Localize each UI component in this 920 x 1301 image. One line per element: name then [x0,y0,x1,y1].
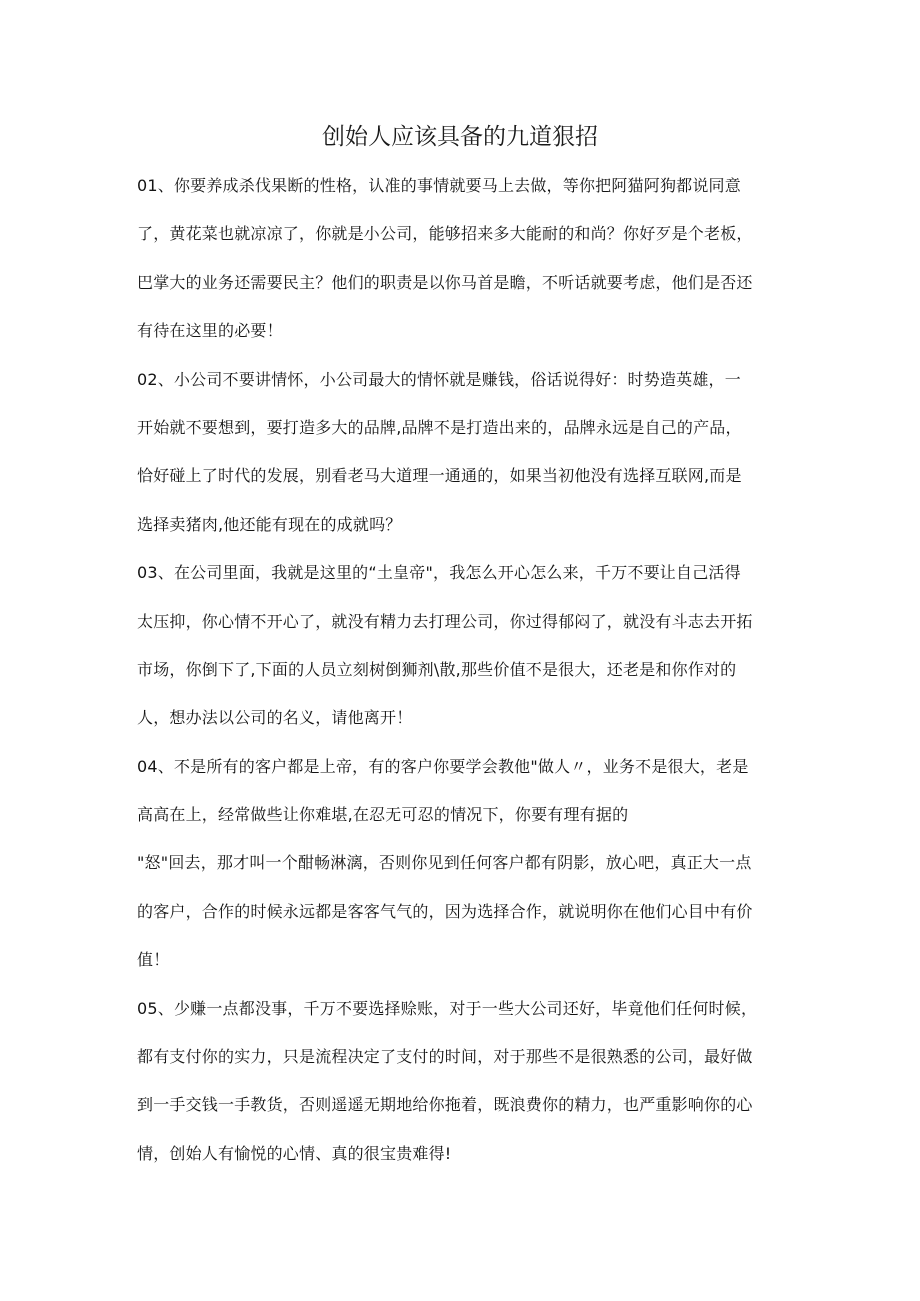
body-line: 人，想办法以公司的名义，请他离开！ [137,708,413,728]
document-title: 创始人应该具备的九道狠招 [322,124,598,150]
body-line: 有待在这里的必要！ [137,321,283,341]
body-line: 市场，你倒下了,下面的人员立刻树倒狮剂\散,那些价值不是很大，还老是和你作对的 [137,659,737,679]
body-line: 03、在公司里面，我就是这里的“土皇帝"，我怎么开心怎么来，千万不要让自己活得 [137,563,741,583]
body-line: 巴掌大的业务还需要民主？他们的职责是以你马首是瞻，不听话就要考虑，他们是否还 [137,272,753,292]
body-line: 选择卖猪肉,他还能有现在的成就吗？ [137,514,402,534]
body-line: 01、你要养成杀伐果断的性格，认准的事情就要马上去做，等你把阿猫阿狗都说同意 [137,176,741,195]
body-line: 04、不是所有的客户都是上帝，有的客户你要学会教他"做人〃，业务不是很大，老是 [137,756,749,776]
body-line: 02、小公司不要讲情怀，小公司最大的情怀就是赚钱，俗话说得好：时势造英雄，一 [137,369,741,389]
body-line: "怒"回去，那才叫一个酣畅淋漓，否则你见到任何客户都有阴影，放心吧，真正大一点 [137,853,752,873]
body-line: 都有支付你的实力，只是流程决定了支付的时间，对于那些不是很熟悉的公司，最好做 [137,1047,753,1067]
body-line: 情，创始人有愉悦的心情、真的很宝贵难得! [137,1143,452,1163]
body-line: 开始就不要想到，要打造多大的品牌,品牌不是打造出来的，品牌永远是自己的产品， [137,417,742,437]
body-line: 值！ [137,950,170,970]
body-line: 到一手交钱一手教货，否则遥遥无期地给你拖着，既浪费你的精力，也严重影响你的心 [137,1095,753,1115]
body-line: 的客户，合作的时候永远都是客客气气的，因为选择合作，就说明你在他们心目中有价 [137,901,753,921]
document-body [137,170,807,1186]
body-line: 了，黄花菜也就凉凉了，你就是小公司，能够招来多大能耐的和尚？你好歹是个老板， [137,224,753,244]
body-line: 05、少赚一点都没事，千万不要选择赊账，对于一些大公司还好，毕竟他们任何时候， [137,998,758,1018]
body-line: 恰好碰上了时代的发展，别看老马大道理一通通的，如果当初他没有选择互联网,而是 [137,466,742,486]
body-line: 高高在上，经常做些让你难堪,在忍无可忍的情况下，你要有理有据的 [137,805,629,825]
body-line: 太压抑，你心情不开心了，就没有精力去打理公司，你过得郁闷了，就没有斗志去开拓 [137,611,753,631]
